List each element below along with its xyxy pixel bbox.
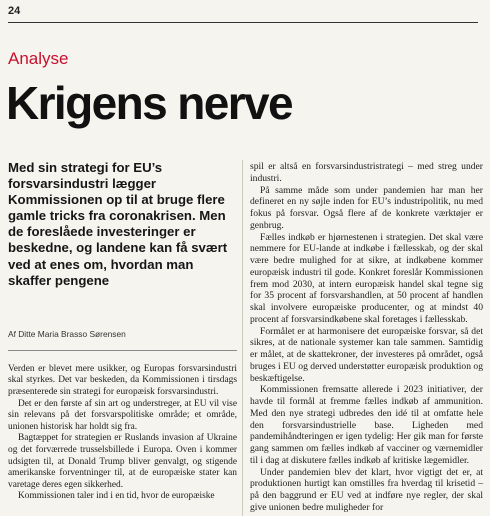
body-paragraph: Under pandemien blev det klart, hvor vigtigt det er, at produktionen hurtigt kan omstilles fra hverdag til krisetid – på den baggrund er EU ved at indføre nye regler, der skal give unionen bedre muligheder for: [250, 466, 483, 513]
column-divider: [242, 160, 243, 516]
right-column: [250, 161, 483, 514]
page-number: 24: [8, 5, 21, 17]
lead-paragraph: Med sin strategi for EU’s forsvarsindustri lægger Kommissionen op til at bruge flere gamle tricks fra coronakrisen. Men de foreslåede investeringer er beskedne, og landene kan få svært ved at enes om, hvordan man skaffer pengene: [8, 160, 228, 288]
left-column: [8, 160, 237, 503]
body-paragraph: På samme måde som under pandemien har man her defineret en ny søjle inden for EU’s industripolitik, nu med fokus på forsvar. Også flere af de konkrete værktøjer er genbrug.: [250, 184, 483, 231]
body-paragraph: Kommissionen fremsatte allerede i 2023 initiativer, der havde til formål at fremme fælles indkøb af ammunition. Med den nye strategi udbredes den idé til at omfatte hele den forsvarsindustrielle base. Ligheden med pandemihåndteringen er igen tydelig: Her gik man for første gang sammen om fælles indkøb af vacciner og værnemidler til i dag at diskutere fælles indkøb af kritiske lægemidler.: [250, 384, 483, 466]
body-paragraph: Fælles indkøb er hjørnestenen i strategien. Det skal være nemmere for EU-lande at indkøbe i fællesskab, og der skal være bedre mulighed for at sikre, at indkøbene kommer europæisk industri til gode. Konkret foreslår Kommissionen frem mod 2030, at intern europæisk handel skal tegne sig for 35 procent af forsvarshandlen, at 50 procent af handlen skal involvere europæiske producenter, og at mindst 40 procent af forsvarsindkøbene skal foretages i fællesskab.: [250, 231, 483, 325]
headline: Krigens nerve: [6, 77, 292, 129]
left-body-text: [8, 364, 237, 503]
top-rule: [8, 22, 478, 23]
body-paragraph: Formålet er at harmonisere det europæiske forsvar, så det sikres, at de nationale systemer kan tale sammen. Samtidig er målet, at de skattekroner, der investeres på området, også bruges i EU og derved understøtter europæisk produktion og beskæftigelse.: [250, 325, 483, 384]
byline-divider: [8, 350, 237, 351]
body-paragraph: Bagtæppet for strategien er Ruslands invasion af Ukraine og det forværrede trusselsbillede i Europa. Oven i kommer udsigten til, at Donald Trump bliver genvalgt, og stigende amerikanske forventninger til, at de europæiske stater kan varetage deres egen sikkerhed.: [8, 433, 237, 490]
body-paragraph: Verden er blevet mere usikker, og Europas forsvarsindustri skal styrkes. Det var beskeden, da Kommissionen i tirsdags præsenterede sin strategi for europæisk forsvarsindustri.: [8, 363, 237, 397]
body-paragraph: Kommissionen taler ind i en tid, hvor de europæiske: [18, 491, 215, 502]
body-paragraph: spil er altså en forsvarsindustristrategi – med streg under industri.: [250, 161, 483, 184]
body-paragraph: Det er den første af sin art og understreger, at EU vil vise sin relevans på det forsvarspolitiske område; et område, unionen historisk har holdt sig fra.: [8, 398, 237, 432]
section-label: Analyse: [8, 49, 69, 68]
byline: Af Ditte Maria Brasso Sørensen: [8, 328, 126, 339]
